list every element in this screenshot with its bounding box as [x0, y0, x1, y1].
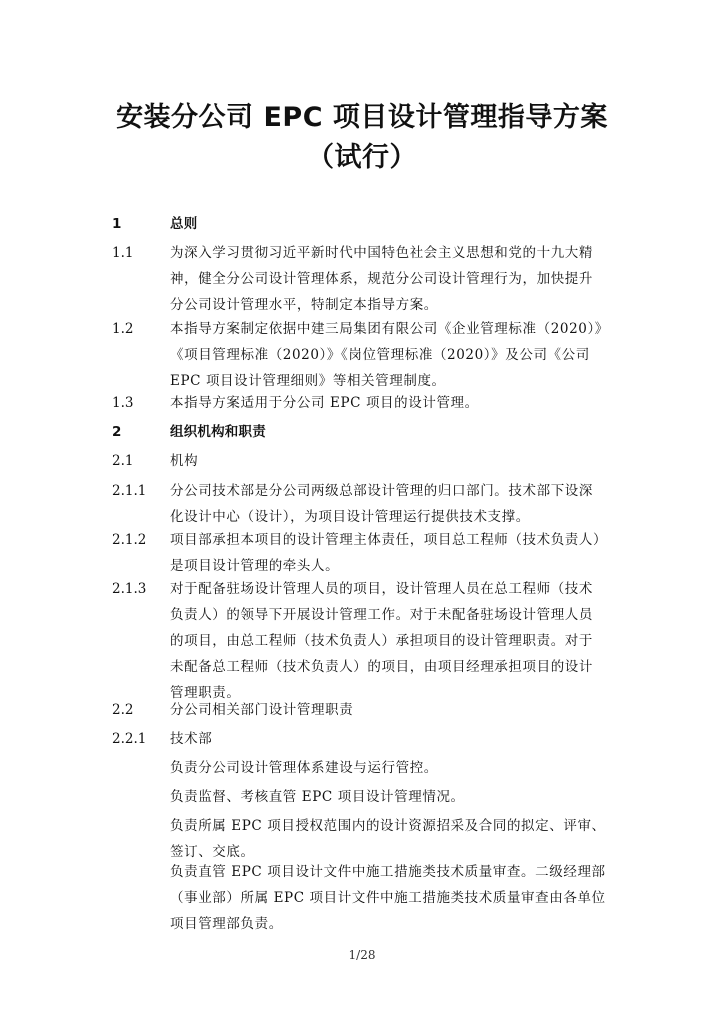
section-number: 1: [112, 216, 122, 232]
text-line: 签订、交底。: [170, 844, 255, 860]
section-number: 2.1: [112, 453, 134, 469]
section-text: [170, 726, 630, 752]
section-text: [170, 697, 630, 723]
section-text: [170, 316, 630, 394]
section-number: 1.1: [112, 245, 134, 261]
section-text: [170, 211, 630, 237]
text-line: EPC 项目设计管理细则》等相关管理制度。: [170, 373, 446, 389]
text-line: 管理职责。: [170, 685, 241, 701]
section-text: [170, 390, 630, 416]
section-text: [170, 576, 630, 706]
section-text: [170, 859, 630, 937]
text-line: 对于配备驻场设计管理人员的项目，设计管理人员在总工程师（技术: [170, 581, 593, 597]
document-title: 安装分公司 EPC 项目设计管理指导方案: [116, 102, 608, 133]
text-line: 负责人）的领导下开展设计管理工作。对于未配备驻场设计管理人员: [170, 607, 593, 623]
section-number: 1.2: [112, 321, 134, 337]
text-line: 是项目设计管理的牵头人。: [170, 558, 340, 574]
text-line: 机构: [170, 453, 199, 469]
section-number: 2: [112, 424, 122, 440]
section-number: 2.1.1: [112, 483, 147, 499]
text-line: 负责分公司设计管理体系建设与运行管控。: [170, 760, 438, 776]
section-text: [170, 419, 630, 445]
page-number: 1/28: [348, 948, 376, 962]
text-line: 技术部: [170, 731, 213, 747]
section-text: [170, 813, 630, 865]
text-line: 为深入学习贯彻习近平新时代中国特色社会主义思想和党的十九大精: [170, 245, 593, 261]
section-text: [170, 240, 630, 318]
section-number: 1.3: [112, 395, 134, 411]
section-text: [170, 527, 630, 579]
text-line: 负责所属 EPC 项目授权范围内的设计资源招采及合同的拟定、评审、: [170, 818, 606, 834]
section-number: 2.2: [112, 702, 134, 718]
text-line: 《项目管理标准（2020）》《岗位管理标准（2020）》及公司《公司: [170, 347, 590, 363]
text-line: 组织机构和职责: [170, 424, 266, 440]
text-line: 神，健全分公司设计管理体系，规范分公司设计管理行为，加快提升: [170, 271, 593, 287]
text-line: 分公司技术部是分公司两级总部设计管理的归口部门。技术部下设深: [170, 483, 593, 499]
section-number: 2.1.3: [112, 581, 147, 597]
text-line: 项目管理部负责。: [170, 916, 283, 932]
text-line: 分公司设计管理水平，特制定本指导方案。: [170, 297, 438, 313]
text-line: 本指导方案制定依据中建三局集团有限公司《企业管理标准（2020）》: [170, 321, 609, 337]
text-line: 负责直管 EPC 项目设计文件中施工措施类技术质量审查。二级经理部: [170, 864, 606, 880]
text-line: 分公司相关部门设计管理职责: [170, 702, 354, 718]
section-text: [170, 784, 630, 810]
text-line: 负责监督、考核直管 EPC 项目设计管理情况。: [170, 789, 465, 805]
section-text: [170, 448, 630, 474]
text-line: （事业部）所属 EPC 项目计文件中施工措施类技术质量审查由各单位: [170, 890, 606, 906]
text-line: 化设计中心（设计），为项目设计管理运行提供技术支撑。: [170, 509, 530, 525]
text-line: 的项目，由总工程师（技术负责人）承担项目的设计管理职责。对于: [170, 633, 593, 649]
text-line: 本指导方案适用于分公司 EPC 项目的设计管理。: [170, 395, 479, 411]
text-line: 项目部承担本项目的设计管理主体责任，项目总工程师（技术负责人）: [170, 532, 608, 548]
text-line: 未配备总工程师（技术负责人）的项目，由项目经理承担项目的设计: [170, 659, 593, 675]
section-text: [170, 478, 630, 530]
section-number: 2.1.2: [112, 532, 147, 548]
section-number: 2.2.1: [112, 731, 147, 747]
document-subtitle: （试行）: [307, 142, 417, 173]
section-text: [170, 755, 630, 781]
text-line: 总则: [170, 216, 198, 232]
